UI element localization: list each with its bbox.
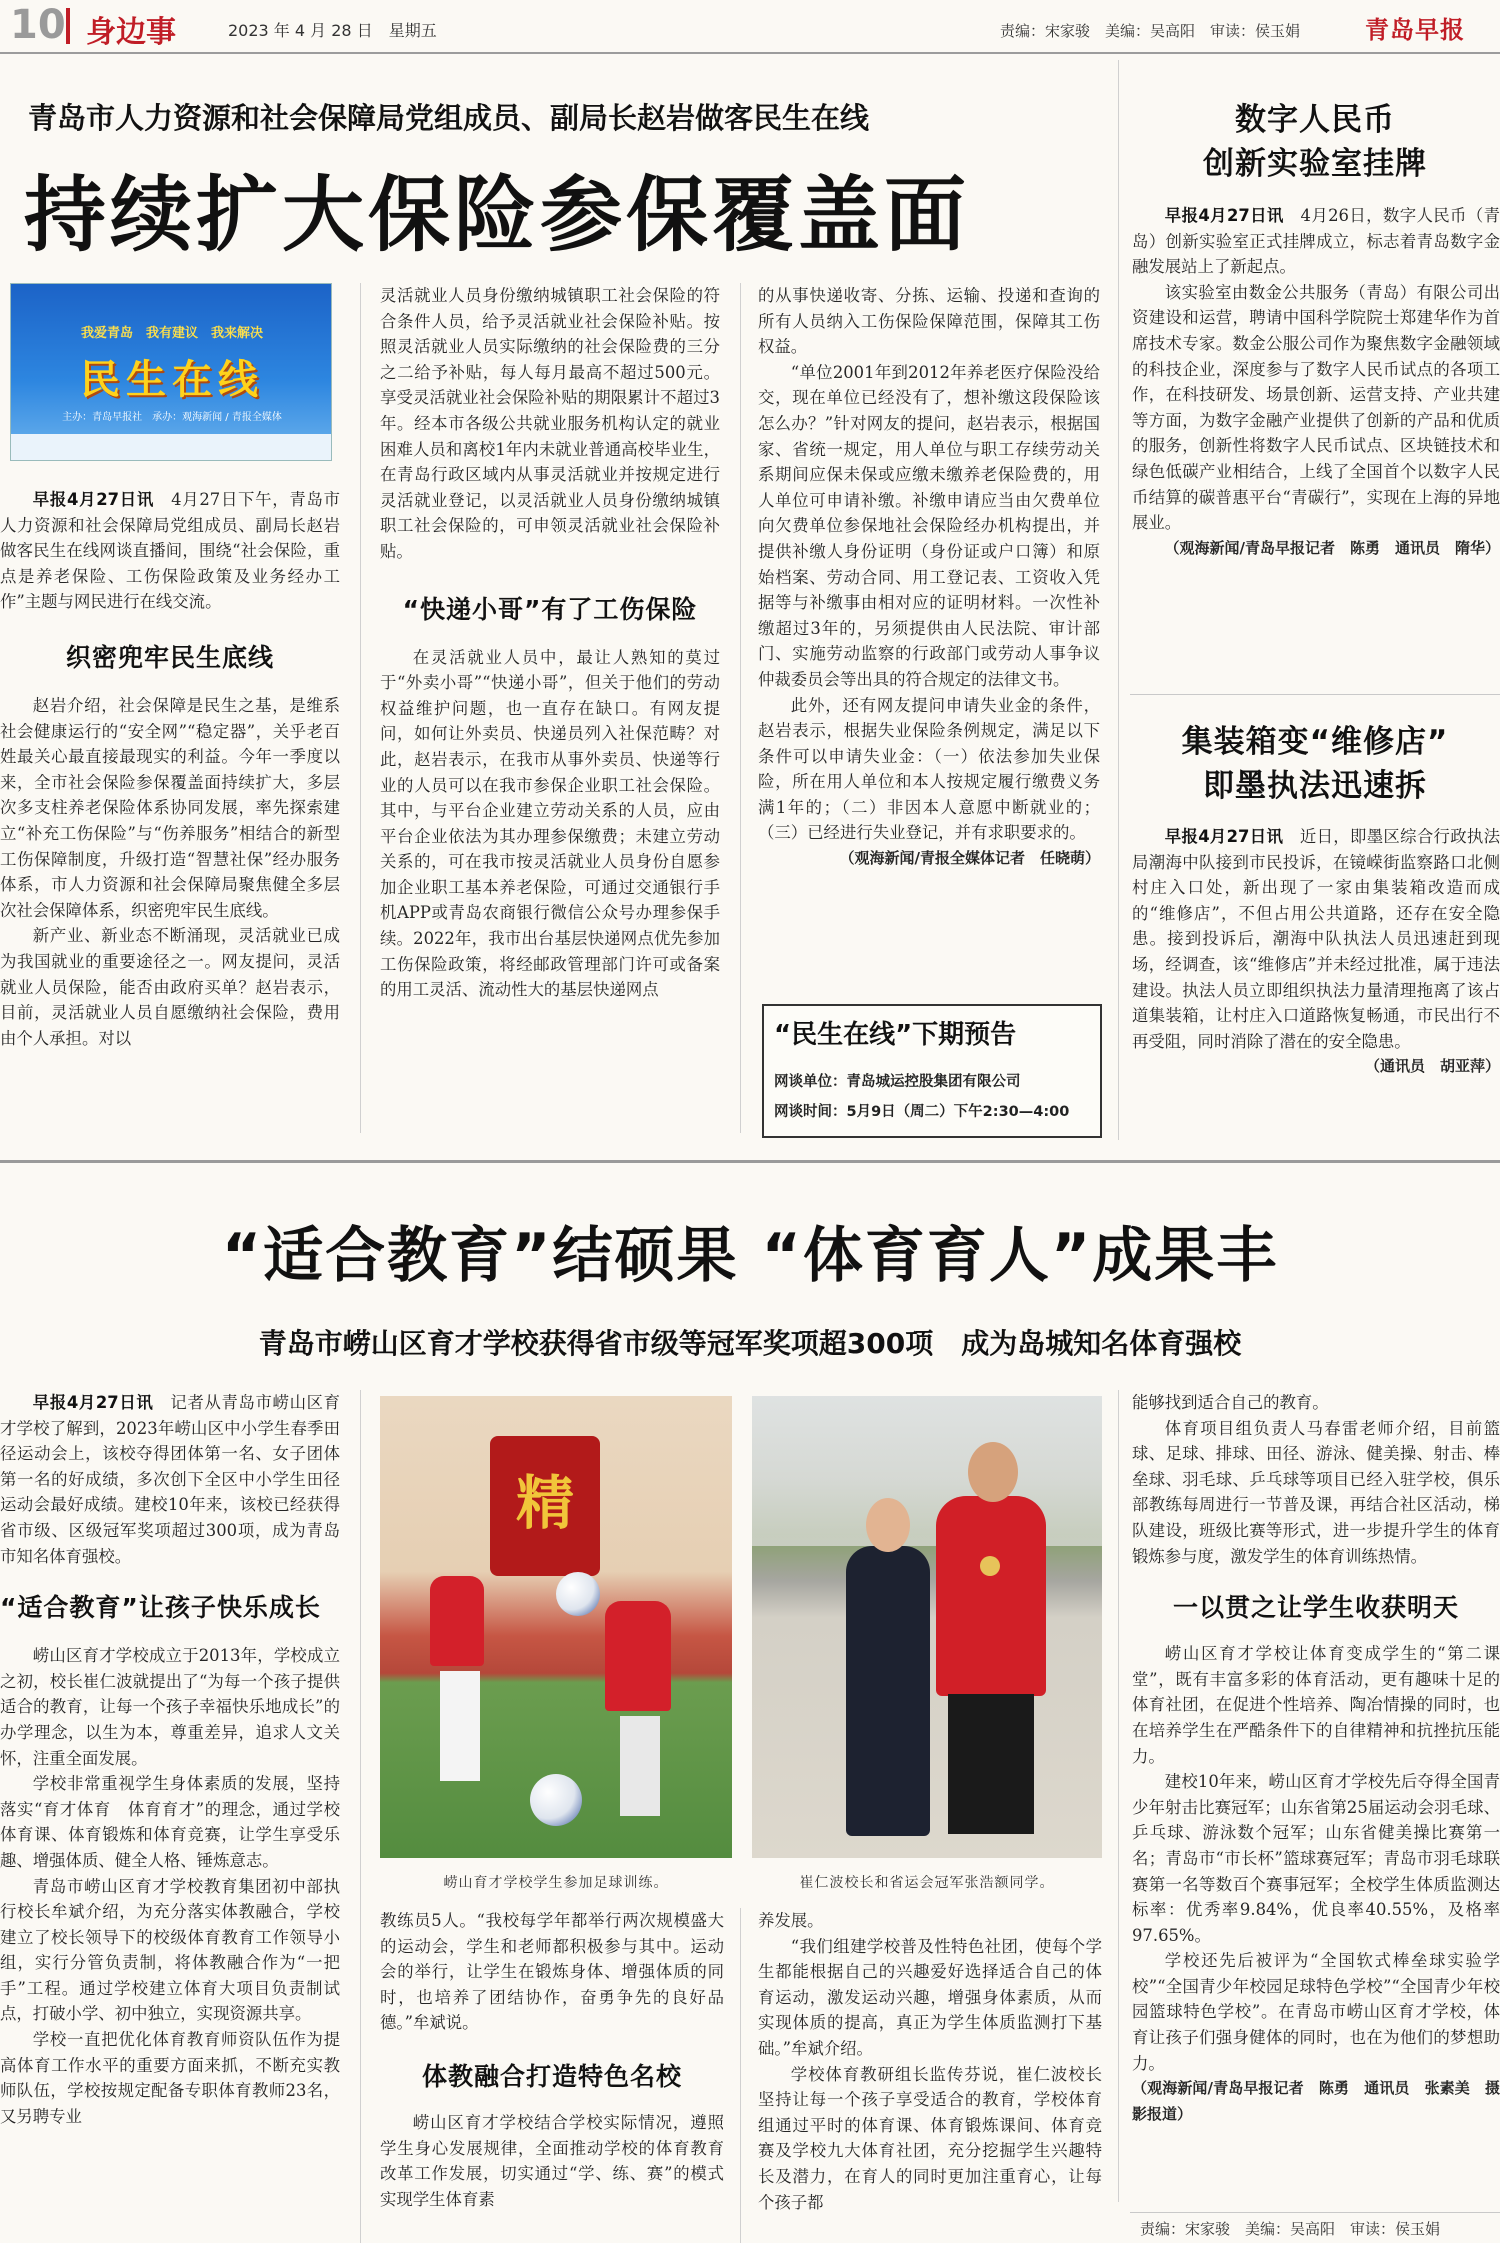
bottom-col4 — [1132, 1390, 1500, 2198]
dateline: 早报4月27日讯 — [32, 1393, 154, 1412]
photo-principal-champion — [752, 1396, 1102, 1858]
minsheng-banner — [10, 283, 332, 461]
photo1-caption: 崂山育才学校学生参加足球训练。 — [443, 1875, 669, 1891]
top-col3 — [758, 283, 1100, 983]
story-rule — [1130, 694, 1500, 695]
banner-sub: 主办：青岛早报社 承办：观海新闻 / 青报全媒体 — [62, 412, 282, 423]
bottom-col3 — [758, 1908, 1102, 2243]
page-number: 10 — [10, 2, 66, 48]
education-headline: “适合教育”结硕果 “体育育人”成果丰 — [221, 1221, 1279, 1291]
child-figure — [430, 1576, 484, 1666]
paper-logo: 青岛早报 — [1365, 16, 1465, 44]
header-rule — [0, 52, 1500, 54]
paragraph: 的从事快递收寄、分拣、运输、投递和查询的所有人员纳入工伤保险保障范围，保障其工伤权益。 — [758, 286, 1100, 357]
banner-title: 民生在线 — [80, 357, 264, 403]
page-header — [0, 0, 1500, 52]
paragraph: “我们组建学校普及性特色社团，使每个学生都能根据自己的兴趣爱好选择适合自己的体育运动，激发运动兴趣，增强身体素质，从而实现体质的提高，真正为学生体质监测打下基础。”牟斌介绍。 — [758, 1936, 1102, 2058]
top-col1 — [0, 487, 340, 1127]
footer-rule — [1130, 2212, 1500, 2213]
subhead: “快递小哥”有了工伤保险 — [402, 594, 698, 624]
title-line: 创新实验室挂牌 — [1203, 146, 1427, 182]
medal-icon — [980, 1556, 1000, 1576]
photo-football-training — [380, 1396, 732, 1858]
byline: （观海新闻/青岛早报记者 陈勇 通讯员 隋华） — [1164, 538, 1500, 557]
paragraph: 4月27日下午，青岛市人力资源和社会保障局党组成员、副局长赵岩做客民生在线网谈直播间，围绕“社会保险，重点是养老保险、工伤保险政策及业务经办工作”主题与网民进行在线交流。 — [0, 490, 340, 612]
container-title — [1130, 720, 1500, 808]
paragraph: 近日，即墨区综合行政执法局潮海中队接到市民投诉，在镜嵘街监察路口北侧村庄入口处，新出现了一家由集装箱改造而成的“维修店”，不但占用公共道路，还存在安全隐患。接到投诉后，潮海中队执法人员迅速赶到现场，经调查，该“维修店”并未经过批准，属于违法建设。执法人员立即组织执法力量清理拖离了该占道集装箱，让村庄入口道路恢复畅通，市民出行不再受阻，同时消除了潜在的安全隐患。 — [1132, 827, 1500, 1051]
subhead: 织密兜牢民生底线 — [65, 642, 274, 672]
paragraph: 学校还先后被评为“全国软式棒垒球实验学校”“全国青少年校园足球特色学校”“全国青少年校园篮球特色学校”。在青岛市崂山区育才学校，体育让孩子们强身健体的同时，也在为他们的梦想助力。 — [1132, 1951, 1500, 2073]
subhead: 一以贯之让学生收获明天 — [1172, 1593, 1459, 1623]
paragraph: 崂山区育才学校结合学校实际情况，遵照学生身心发展规律，全面推动学校的体育教育改革工作发展，切实通过“学、练、赛”的模式实现学生体育素 — [380, 2112, 724, 2209]
title-line: 即墨执法迅速拆 — [1203, 768, 1427, 804]
column-rule — [360, 283, 361, 1133]
digital-rmb-title — [1140, 98, 1490, 186]
football — [530, 1774, 582, 1826]
top-col2 — [380, 283, 720, 1128]
column-rule — [1118, 1390, 1119, 2202]
column-rule — [740, 1908, 741, 2243]
column-rule — [740, 283, 741, 1133]
paragraph: 4月26日，数字人民币（青岛）创新实验室正式挂牌成立，标志着青岛数字金融发展站上了新起点。 — [1132, 206, 1500, 277]
story-headline: 持续扩大保险参保覆盖面 — [24, 168, 971, 263]
paragraph: 此外，还有网友提问申请失业金的条件，赵岩表示，根据失业保险条例规定，满足以下条件可以申请失业金：（一）依法参加失业保险，所在用人单位和本人按规定履行缴费义务满1年的；（二）非因本人意愿中断就业的；（三）已经进行失业登记，并有求职要求的。 — [758, 695, 1100, 843]
footer-editors: 责编：宋家骏 美编：吴高阳 审读：侯玉娟 — [1140, 2220, 1441, 2238]
story-kicker: 青岛市人力资源和社会保障局党组成员、副局长赵岩做客民生在线 — [28, 101, 870, 135]
bottom-col2 — [380, 1908, 724, 2243]
photo2-caption: 崔仁波校长和省运会冠军张浩额同学。 — [799, 1875, 1055, 1891]
banner-footer-strip — [11, 434, 332, 461]
preview-time: 网谈时间：5月9日（周二）下午2:30—4:00 — [774, 1104, 1070, 1120]
right-col-story2 — [1132, 824, 1500, 1139]
principal-head — [866, 1498, 910, 1552]
paragraph: 新产业、新业态不断涌现，灵活就业已成为我国就业的重要途径之一。网友提问，灵活就业人员保险，能否由政府买单？赵岩表示，目前，灵活就业人员自愿缴纳社会保险，费用由个人承担。对以 — [0, 926, 340, 1048]
page-number-bar — [66, 8, 70, 44]
building-wall — [752, 1396, 1102, 1546]
preview-title: “民生在线”下期预告 — [774, 1020, 1017, 1050]
header-editors: 责编：宋家骏 美编：吴高阳 审读：侯玉娟 — [1000, 22, 1301, 40]
paragraph: 建校10年来，崂山区育才学校先后夺得全国青少年射击比赛冠军；山东省第25届运动会羽毛球、乒乓球、游泳数个冠军；山东省健美操比赛第一名；青岛市“市长杯”篮球赛冠军；青岛市羽毛球联赛第一名等数百个赛事冠军；全校学生体质监测达标率：优秀率9.84%，优良率40.55%，及格率97.65%。 — [1132, 1772, 1500, 1945]
preview-box — [762, 1004, 1102, 1138]
section-divider — [0, 1160, 1500, 1163]
child-figure — [620, 1716, 660, 1816]
paragraph: 青岛市崂山区育才学校教育集团初中部执行校长牟斌介绍，为充分落实体教融合，学校建立了校长领导下的校级体育教育工作领导小组，实行分管负责制，将体教融合作为“一把手”工程。通过学校建立体育大项目负责制试点，打破小学、初中独立，实现资源共享。 — [0, 1876, 340, 2024]
section-label: 身边事 — [86, 15, 176, 50]
paragraph: 教练员5人。“我校每学年都举行两次规模盛大的运动会，学生和老师都积极参与其中。运动会的举行，让学生在锻炼身体、增强体质的同时，也培养了团结协作，奋勇争先的良好品德。”牟斌说。 — [380, 1911, 724, 2033]
issue-date: 2023 年 4 月 28 日 星期五 — [228, 21, 437, 40]
principal-figure — [846, 1546, 930, 1836]
paragraph: “单位2001年到2012年养老医疗保险没给交，现在单位已经没有了，想补缴这段保险该怎么办？”针对网友的提问，赵岩表示，根据国家、省统一规定，用人单位与职工存续劳动关系期间应保未保或应缴未缴养老保险费的，用人单位可申请补缴。补缴申请应当由欠费单位向欠费单位参保地社会保险经办机构提出，并提供补缴人身份证明（身份证或户口簿）和原始档案、劳动合同、用工登记表、工资收入凭据等与补缴事由相对应的证明材料。一次性补缴超过3年的，另须提供由人民法院、审计部门、实施劳动监察的行政部门或劳动人事争议仲裁委员会等出具的符合规定的法律文书。 — [758, 362, 1100, 689]
subhead: “适合教育”让孩子快乐成长 — [0, 1593, 321, 1623]
byline: （观海新闻/青报全媒体记者 任晓萌） — [839, 849, 1100, 868]
paragraph: 在灵活就业人员中，最让人熟知的莫过于“外卖小哥”“快递小哥”，但关于他们的劳动权益维护问题，也一直存在缺口。有网友提问，如何让外卖员、快递员列入社保范畴？对此，赵岩表示，在我市从事外卖员、快递等行业的人员可以在我市参保企业职工社会保险。其中，与平台企业建立劳动关系的人员，应由平台企业依法为其办理参保缴费；未建立劳动关系的，可在我市按灵活就业人员身份自愿参加企业职工基本养老保险，可通过交通银行手机APP或青岛农商银行微信公众号办理参保手续。2022年，我市出台基层快递网点优先参加工伤保险政策，将经邮政管理部门许可或备案的用工灵活、流动性大的基层快递网点 — [380, 647, 720, 1000]
champion-figure — [936, 1496, 1046, 1696]
dateline: 早报4月27日讯 — [32, 490, 154, 509]
paragraph: 学校非常重视学生身体素质的发展，坚持落实“育才体育 体育育才”的理念，通过学校体育课、体育锻炼和体育竞赛，让学生享受乐趣、增强体质、健全人格、锤炼意志。 — [0, 1774, 340, 1870]
education-subtitle: 青岛市崂山区育才学校获得省市级等冠军奖项超300项 成为岛城知名体育强校 — [258, 1327, 1242, 1360]
title-line: 数字人民币 — [1235, 102, 1395, 138]
child-figure — [605, 1601, 671, 1711]
paragraph: 崂山区育才学校成立于2013年，学校成立之初，校长崔仁波就提出了“为每一个孩子提供适合的教育，让每一个孩子幸福快乐地成长”的办学理念，以生为本，尊重差异，追求人文关怀，注重全面发展。 — [0, 1646, 340, 1768]
paragraph: 记者从青岛市崂山区育才学校了解到，2023年崂山区中小学生春季田径运动会上，该校夺得团体第一名、女子团体第一名的好成绩，多次创下全区中小学生田径运动会最好成绩。建校10年来，该校已经获得省市级、区级冠军奖项超过300项，成为青岛市知名体育强校。 — [0, 1393, 340, 1566]
champion-legs — [948, 1694, 1034, 1834]
title-line: 集装箱变“维修店” — [1181, 724, 1449, 760]
column-rule — [360, 1390, 361, 2243]
paragraph: 学校体育教研组长监传芬说，崔仁波校长坚持让每一个孩子享受适合的教育，学校体育组通过平时的体育课、体育锻炼课间、体育竞赛及学校九大体育社团，充分挖掘学生兴趣特长及潜力，在育人的同时更加注重育心，让每个孩子都 — [758, 2064, 1102, 2212]
banner-slogans: 我爱青岛 我有建议 我来解决 — [80, 326, 263, 341]
paragraph: 崂山区育才学校让体育变成学生的“第二课堂”，既有丰富多彩的体育活动，更有趣味十足的体育社团，在促进个性培养、陶冶情操的同时，也在培养学生在严酷条件下的自律精神和抗挫抗压能力。 — [1132, 1644, 1500, 1766]
football — [556, 1572, 600, 1616]
paragraph: 赵岩介绍，社会保障是民生之基，是维系社会健康运行的“安全网”“稳定器”，关乎老百姓最关心最直接最现实的利益。今年一季度以来，全市社会保险参保覆盖面持续扩大，多层次多支柱养老保险体系协同发展，率先探索建立“补充工伤保险”与“伤养服务”相结合的新型工伤保障制度，升级打造“智慧社保”经办服务体系，市人力资源和社会保障局聚焦健全多层次社会保障体系，织密兜牢民生底线。 — [0, 695, 340, 920]
sign-character: 精 — [515, 1469, 574, 1537]
paragraph: 体育项目组负责人马春雷老师介绍，目前篮球、足球、排球、田径、游泳、健美操、射击、棒垒球、羽毛球、乒乓球等项目已经入驻学校，俱乐部教练每周进行一节普及课，再结合社区活动，梯队建设，班级比赛等形式，进一步提升学生的体育锻炼参与度，激发学生的体育训练热情。 — [1132, 1418, 1500, 1566]
preview-unit: 网谈单位：青岛城运控股集团有限公司 — [774, 1074, 1021, 1090]
paragraph: 学校一直把优化体育教育师资队伍作为提高体育工作水平的重要方面来抓，不断充实教师队伍，学校按规定配备专职体育教师23名，又另聘专业 — [0, 2030, 340, 2126]
paragraph: 灵活就业人员身份缴纳城镇职工社会保险的符合条件人员，给予灵活就业社会保险补贴。按照灵活就业人员实际缴纳的社会保险费的三分之二给予补贴，每人每月最高不超过500元。享受灵活就业社会保险补贴的期限累计不超过3年。经本市各级公共就业服务机构认定的就业困难人员和离校1年内未就业普通高校毕业生，在青岛行政区域内从事灵活就业并按规定进行灵活就业登记，以灵活就业人员身份缴纳城镇职工社会保险的，可申领灵活就业社会保险补贴。 — [380, 286, 720, 561]
paragraph: 养发展。 — [758, 1911, 824, 1930]
dateline: 早报4月27日讯 — [1164, 827, 1284, 846]
byline: （通讯员 胡亚萍） — [1364, 1057, 1500, 1076]
champion-head — [968, 1442, 1018, 1502]
dateline: 早报4月27日讯 — [1164, 206, 1284, 225]
byline: （观海新闻/青岛早报记者 陈勇 通讯员 张素美 摄影报道） — [1132, 2079, 1500, 2123]
right-col-story1 — [1132, 203, 1500, 683]
paragraph: 能够找到适合自己的教育。 — [1132, 1393, 1329, 1412]
child-figure — [440, 1671, 480, 1781]
column-rule — [1118, 60, 1119, 1140]
subhead: 体教融合打造特色名校 — [421, 2061, 682, 2091]
bottom-col1 — [0, 1390, 340, 2243]
paragraph: 该实验室由数金公共服务（青岛）有限公司出资建设和运营，聘请中国科学院院士郑建华作为首席技术专家。数金公服公司作为聚焦数字金融领域的科技企业，深度参与了数字人民币试点的各项工作，在科技研发、场景创新、运营支持、产业共建等方面，为数字金融产业提供了创新的产品和优质的服务，创新性将数字人民币试点、区块链技术和绿色低碳产业相结合，上线了全国首个以数字人民币结算的碳普惠平台“青碳行”，实现在上海的异地展业。 — [1132, 282, 1500, 533]
